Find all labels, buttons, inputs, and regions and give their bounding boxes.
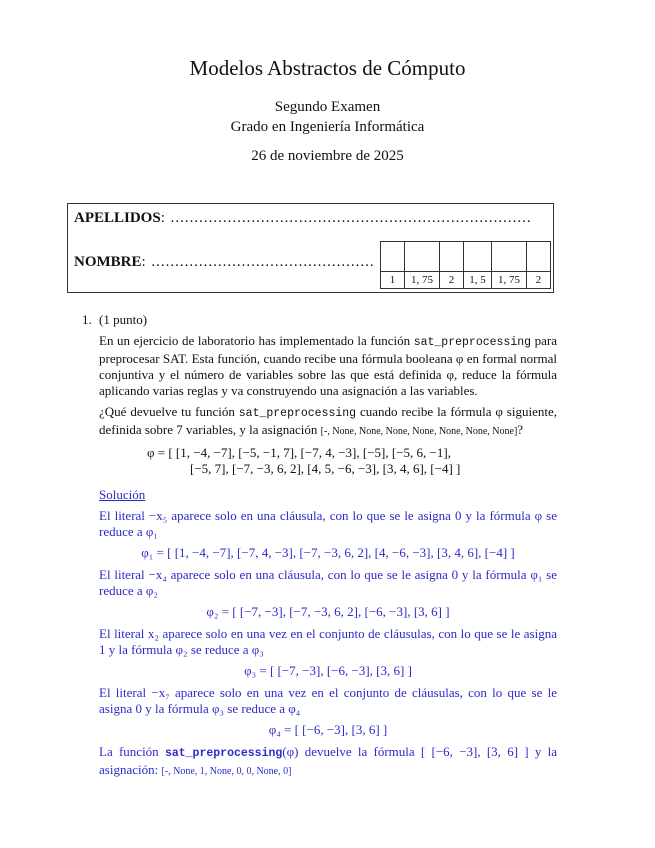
intro-text-b: para preprocesar SAT. Esta función, cuando recibe una fórmula booleana φ en formal normal conjuntiva y el número de variables sobre las que está definida φ, reduce la fórmula aplicando varias reglas y va construyendo una asignación a las variables. (99, 333, 558, 398)
nombre-dots: : ............................................... (141, 254, 375, 270)
solution-formula-2: φ₂ = [ [−7, −3], [−7, −3, 6, 2], [−6, −3], [3, 6] ] (206, 604, 450, 619)
exam-name: Segundo Examen (274, 99, 381, 115)
solution-step-3: El literal x₂ aparece solo en una vez en el conjunto de cláusulas, con lo que se le asigna 1 y la fórmula φ₂ se reduce a φ₃ (99, 626, 557, 657)
solution-step-1: El literal −x₅ aparece solo en una cláusula, con lo que se le asigna 0 y la fórmula φ se reduce a φ₁ (99, 508, 557, 539)
document-title: Modelos Abstractos de Cómputo (189, 56, 466, 80)
prompt-text-a: ¿Qué devuelve tu función (99, 404, 239, 419)
score-cell (527, 242, 551, 272)
function-name: sat_preprocessing (413, 336, 532, 349)
nombre-field (74, 254, 375, 271)
score-cell (492, 242, 527, 272)
score-cell (440, 242, 464, 272)
score-cell (464, 242, 492, 272)
score-cell (405, 242, 440, 272)
score-cell (381, 242, 405, 272)
question-body (99, 312, 557, 785)
score-value: 2 (527, 272, 551, 289)
apellidos-label: APELLIDOS (74, 210, 161, 226)
initial-assignment: [-, None, None, None, None, None, None, None] (320, 426, 518, 437)
score-value: 1, 75 (492, 272, 527, 289)
conclusion-text-a: La función (99, 744, 165, 759)
apellidos-field (74, 210, 532, 227)
exam-date: 26 de noviembre de 2025 (251, 148, 404, 164)
solution-conclusion (99, 744, 557, 780)
degree-name: Grado en Ingeniería Informática (230, 119, 425, 135)
intro-text-a: En un ejercicio de laboratorio has implementado la función (99, 333, 414, 348)
solution-heading: Solución (99, 487, 146, 502)
question-intro (99, 333, 557, 399)
solution-formula-1: φ₁ = [ [1, −4, −7], [−7, 4, −3], [−7, −3, 6, 2], [4, −6, −3], [3, 4, 6], [−4] ] (141, 545, 515, 560)
prompt-text-b: cuando recibe la fórmula φ siguiente, definida sobre 7 variables, y la asignación (99, 404, 557, 437)
score-value: 1, 5 (464, 272, 492, 289)
solution-step-2: El literal −x₄ aparece solo en una cláusula, con lo que se le asigna 0 y la fórmula φ₁ se reduce a φ₂ (99, 567, 557, 598)
student-info-box (67, 203, 554, 293)
function-name: sat_preprocessing (164, 747, 283, 760)
final-assignment: [-, None, 1, None, 0, 0, None, 0] (161, 766, 292, 777)
question-points: (1 punto) (99, 312, 148, 327)
nombre-label: NOMBRE (74, 254, 142, 270)
question-prompt (99, 404, 557, 440)
solution-formula-3: φ₃ = [ [−7, −3], [−6, −3], [3, 6] ] (244, 663, 412, 678)
solution-section (99, 487, 557, 780)
score-value: 2 (440, 272, 464, 289)
prompt-text-c: ? (517, 422, 524, 437)
conclusion-text-b: (φ) devuelve la fórmula [ [−6, −3], [3, 6] ] y la asignación: (99, 744, 558, 777)
solution-formula-4: φ₄ = [ [−6, −3], [3, 6] ] (268, 722, 388, 737)
phi-formula-line-1: φ = [ [1, −4, −7], [−5, −1, 7], [−7, 4, −3], [−5], [−5, 6, −1], (147, 445, 451, 460)
solution-step-4: El literal −x₇ aparece solo en una vez en el conjunto de cláusulas, con lo que se le asigna 0 y la fórmula φ₃ se reduce a φ₄ (99, 685, 557, 716)
apellidos-dots: : ............................................................................ (160, 210, 532, 226)
function-name: sat_preprocessing (238, 407, 357, 420)
question-number: 1. (82, 312, 92, 327)
score-value: 1, 75 (405, 272, 440, 289)
score-grid (380, 241, 551, 289)
score-value: 1 (381, 272, 405, 289)
phi-formula-line-2: [−5, 7], [−7, −3, 6, 2], [4, 5, −6, −3], [3, 4, 6], [−4] ] (190, 461, 461, 476)
